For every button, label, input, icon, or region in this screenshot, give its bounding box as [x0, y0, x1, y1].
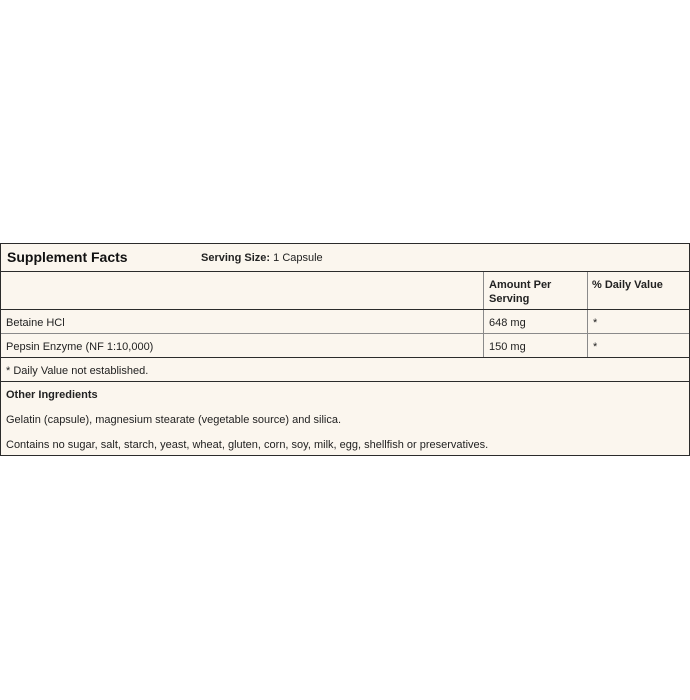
row-divider [1, 333, 689, 334]
amount-header-line2: Serving [489, 293, 530, 305]
amount-per-serving-header [489, 278, 551, 306]
rows-end-divider [1, 357, 689, 358]
amount-header-line1: Amount Per [489, 279, 552, 291]
title-divider [1, 271, 689, 272]
column-divider-daily [587, 272, 588, 357]
ingredient-daily-value: * [593, 317, 598, 329]
other-ingredients-text: Gelatin (capsule), magnesium stearate (vegetable source) and silica. [6, 414, 342, 426]
daily-value-footnote: * Daily Value not established. [6, 365, 149, 377]
serving-size-label: Serving Size: [201, 252, 271, 264]
supplement-facts-panel [0, 243, 690, 456]
ingredient-name: Betaine HCl [6, 317, 65, 329]
header-divider [1, 309, 689, 310]
contains-statement: Contains no sugar, salt, starch, yeast, wheat, gluten, corn, soy, milk, egg, shellfish or preservatives. [6, 439, 489, 451]
footnote-divider [1, 381, 689, 382]
ingredient-amount: 648 mg [489, 317, 526, 329]
ingredient-daily-value: * [593, 341, 598, 353]
column-divider-amount [483, 272, 484, 357]
panel-title: Supplement Facts [7, 249, 128, 265]
daily-value-header: % Daily Value [592, 279, 663, 291]
ingredient-name: Pepsin Enzyme (NF 1:10,000) [6, 341, 154, 353]
other-ingredients-heading: Other Ingredients [6, 389, 98, 401]
ingredient-amount: 150 mg [489, 341, 526, 353]
serving-size-value: 1 Capsule [273, 252, 323, 264]
serving-size [201, 252, 323, 264]
